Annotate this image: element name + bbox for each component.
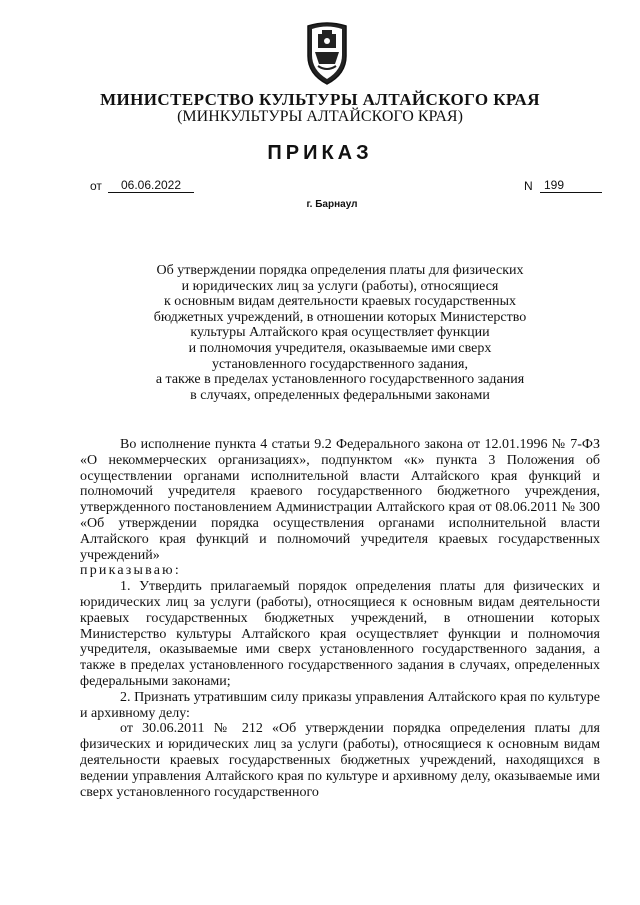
altai-krai-coat-of-arms-icon (304, 18, 350, 88)
order-word: приказываю: (80, 563, 181, 579)
title-line: а также в пределах установленного государственного задания (155, 372, 525, 388)
title-line: и полномочия учредителя, оказываемые ими сверх (188, 340, 492, 356)
title-line: и юридических лиц за услуги (работы), относящиеся (181, 278, 499, 294)
number-value: 199 (540, 178, 602, 193)
number-label: N (524, 179, 533, 193)
ministry-name: МИНИСТЕРСТВО КУЛЬТУРЫ АЛТАЙСКОГО КРАЯ (100, 90, 540, 109)
title-line: в случаях, определенных федеральными законами (190, 387, 490, 403)
document-type: ПРИКАЗ (267, 142, 373, 164)
item-2-paragraph: 2. Признать утратившим силу приказы управления Алтайского края по культуре и архивному делу: (80, 689, 600, 721)
city: г. Барнаул (306, 199, 358, 210)
item-1-paragraph: 1. Утвердить прилагаемый порядок определения платы для физических и юридических лиц за услуги (работы), относящиеся к основным видам деятельности краевых государственных бюджетных учреждений, в отношении которых Министерство культуры Алтайского края осуществляет функции и полномочия учредителя, оказываемые ими сверх установленного государственного задания, а также в пределах установленного государственного задания в случаях, определенных федеральными законами; (80, 579, 600, 689)
document-body (80, 437, 600, 800)
ministry-short-name: (МИНКУЛЬТУРЫ АЛТАЙСКОГО КРАЯ) (177, 108, 463, 125)
document-title (110, 263, 570, 403)
preamble-paragraph: Во исполнение пункта 4 статьи 9.2 Федерального закона от 12.01.1996 № 7-ФЗ «О некоммерческих организациях», подпунктом «к» пункта 3 Положения об осуществлении органами исполнительной власти Алтайского края функций и полномочий учредителя краевого государственного бюджетного учреждения, утвержденного постановлением Администрации Алтайского края от 08.06.2011 № 300 «Об утверждении порядка осуществления органами исполнительной власти Алтайского края функций и полномочий учредителя краевых государственных учреждений» (80, 437, 600, 563)
date-label: от (90, 179, 102, 193)
title-line: Об утверждении порядка определения платы для физических (156, 263, 524, 278)
title-line: бюджетных учреждений, в отношении которых Министерство (153, 309, 527, 325)
title-line: культуры Алтайского края осуществляет функции (190, 325, 490, 341)
title-line: установленного государственного задания, (212, 356, 468, 372)
date-value: 06.06.2022 (108, 178, 194, 193)
item-2-sub-paragraph: от 30.06.2011 № 212 «Об утверждении порядка определения платы для физических и юридических лиц за услуги (работы), относящиеся к основным видам деятельности краевых государственных бюджетных учреждений, находящихся в ведении управления Алтайского края по культуре и архивному делу, оказываемые ими сверх установленного государственного (80, 721, 600, 800)
title-line: к основным видам деятельности краевых государственных (163, 294, 517, 310)
